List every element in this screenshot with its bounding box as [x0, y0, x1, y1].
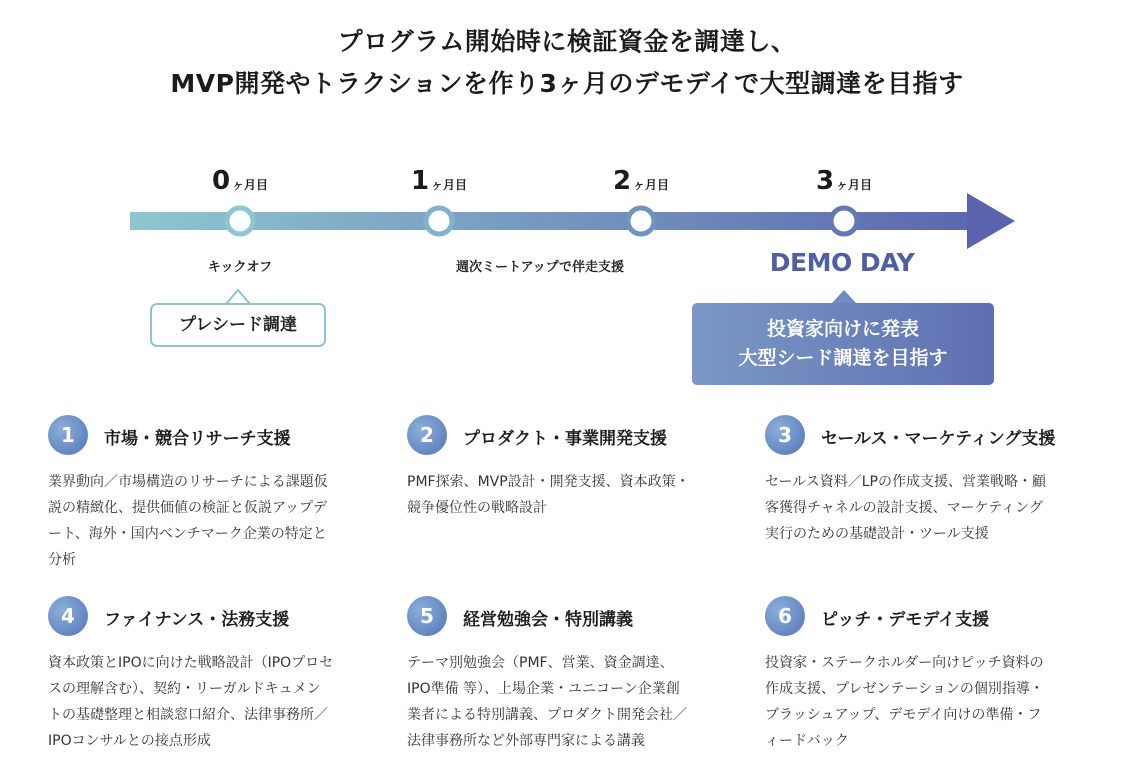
- support-section-6: [765, 596, 1100, 754]
- section-description: セールス資料／LPの作成支援、営業戦略・顧 客獲得チャネルの設計支援、マーケティング 実行のための基礎設計・ツール支援: [765, 474, 1046, 542]
- section-description: 業界動向／市場構造のリサーチによる課題仮 説の精緻化、提供価値の検証と仮説アップデ ート、海外・国内ベンチマーク企業の特定と 分析: [48, 474, 328, 568]
- preseed-pointer: [226, 290, 250, 304]
- page-title-line-1: プログラム開始時に検証資金を調達し、: [337, 27, 797, 56]
- section-title: ピッチ・デモデイ支援: [821, 610, 990, 630]
- milestone-dot-0: [227, 208, 253, 234]
- section-description: テーマ別勉強会（PMF、営業、資金調達、 IPO準備 等）、上場企業・ユニコーン企業創 業者による特別講義、プロダクト開発会社／ 法律事務所など外部専門家による講義: [407, 655, 687, 749]
- milestone-dot-2: [628, 208, 654, 234]
- milestone-dot-1: [426, 208, 452, 234]
- section-description: PMF探索、MVP設計・開発支援、資本政策・ 競争優位性の戦略設計: [407, 474, 690, 516]
- section-description: 投資家・ステークホルダー向けピッチ資料の 作成支援、プレゼンテーションの個別指導・ ブラッシュアップ、デモデイ向けの準備・フ ィードバック: [765, 655, 1044, 749]
- section-title: ファイナンス・法務支援: [104, 610, 290, 630]
- demo-box-line-1: 投資家向けに発表: [766, 318, 919, 340]
- month-label-0: 0 ヶ月目: [211, 166, 269, 196]
- month-label-1: 1 ヶ月目: [410, 166, 468, 196]
- section-title: プロダクト・事業開発支援: [463, 429, 667, 449]
- section-title: セールス・マーケティング支援: [821, 429, 1056, 449]
- month-label-3: 3 ヶ月目: [815, 166, 873, 196]
- number-badge: 3: [765, 415, 805, 455]
- section-title: 経営勉強会・特別講義: [463, 610, 633, 630]
- support-section-5: [407, 596, 742, 754]
- demo-day-label: DEMO DAY: [769, 248, 915, 277]
- kickoff-label: キックオフ: [207, 260, 273, 275]
- page-title-line-2: MVP開発やトラクションを作り3ヶ月のデモデイで大型調達を目指す: [170, 69, 964, 98]
- section-title: 市場・競合リサーチ支援: [104, 429, 291, 449]
- demo-box-line-2: 大型シード調達を目指す: [738, 347, 948, 369]
- milestone-dot-3: [831, 208, 857, 234]
- section-description: 資本政策とIPOに向けた戦略設計（IPOプロセ スの理解含む）、契約・リーガルドキュメン トの基礎整理と相談窓口紹介、法律事務所／ IPOコンサルとの接点形成: [48, 655, 334, 749]
- preseed-callout: プレシード調達: [150, 303, 326, 347]
- number-badge: 6: [765, 596, 805, 636]
- number-badge: 2: [407, 415, 447, 455]
- weekly-meetup-label: 週次ミートアップで伴走支援: [455, 260, 625, 275]
- support-section-2: [407, 415, 742, 521]
- support-section-1: [48, 415, 383, 573]
- support-section-3: [765, 415, 1100, 547]
- number-badge: 5: [407, 596, 447, 636]
- demo-day-callout: [692, 303, 994, 385]
- timeline-arrowhead: [967, 193, 1015, 249]
- number-badge: 4: [48, 596, 88, 636]
- support-section-4: [48, 596, 383, 754]
- number-badge: 1: [48, 415, 88, 455]
- demo-pointer: [831, 290, 857, 304]
- month-label-2: 2 ヶ月目: [612, 166, 670, 196]
